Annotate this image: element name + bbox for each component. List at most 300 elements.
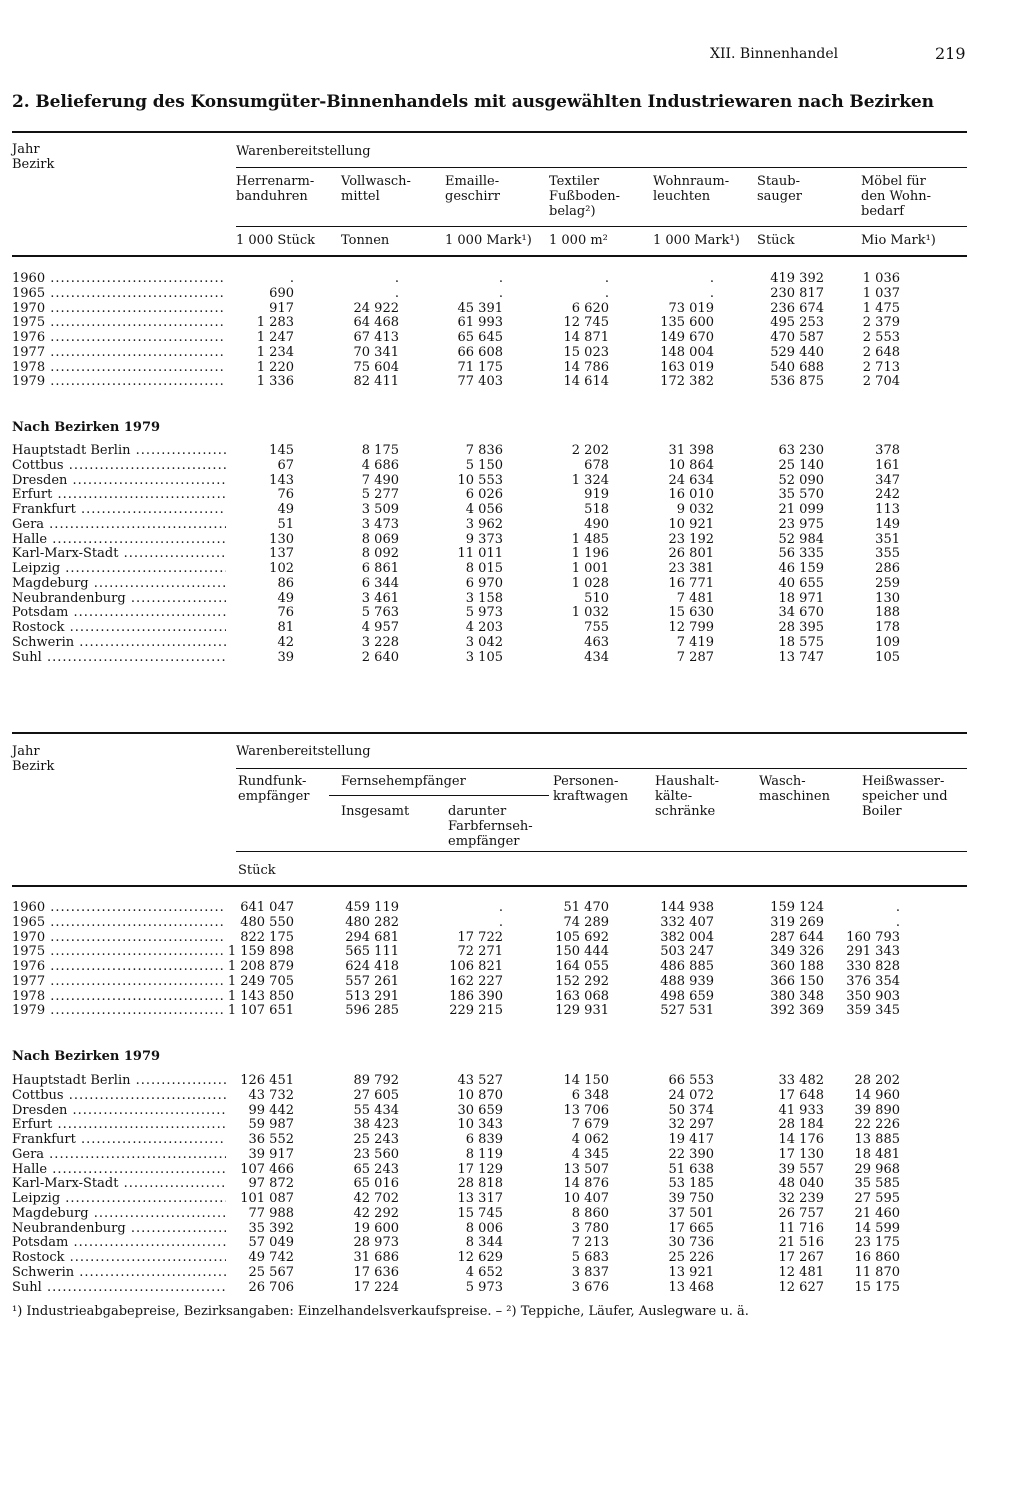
table-cell: 14 614 [563,374,609,390]
table-row [12,547,967,562]
table-cell: . [498,271,503,286]
group-header: Warenbereitstellung [236,144,371,159]
table-cell: 25 226 [668,1250,714,1265]
table-cell: 536 875 [770,374,824,390]
table-cell: 3 228 [361,634,399,650]
row-label: 1978 ..... [12,361,226,376]
table-cell: 17 129 [457,1161,503,1177]
table-cell: 480 550 [240,914,294,930]
unit-1: 1 000 Stück [236,233,316,248]
table-cell: 163 068 [555,988,609,1004]
table-cell: 2 553 [862,330,900,345]
table-cell: 35 392 [248,1220,294,1236]
table-row [12,361,967,376]
table-row [12,651,967,666]
table-cell: . [394,285,399,301]
table-cell: 163 019 [660,359,714,375]
table-row [12,444,967,459]
table-cell: 13 317 [457,1191,503,1206]
table-cell: 470 587 [770,330,824,345]
table-cell: 152 292 [555,973,609,989]
col-emaillegeschirr: Emaille- geschirr [445,174,500,204]
row-label: Cottbus ..... [12,459,226,474]
table-cell: 1 107 651 [227,1003,294,1019]
table-cell: 51 470 [563,900,609,915]
table-cell: 419 392 [770,271,824,286]
table-cell: 137 [269,546,294,562]
row-label: Dresden ..... [12,474,226,489]
col-pkw: Personen- kraftwagen [553,774,629,804]
row-label: Potsdam ..... [12,1236,226,1251]
table-cell: 26 706 [248,1279,294,1295]
table-cell: 188 [875,605,900,621]
table-cell: 13 747 [778,649,824,665]
table-cell: 22 226 [854,1117,900,1133]
table-cell: 35 570 [778,487,824,503]
table-cell: 9 032 [676,502,714,517]
table-cell: 392 369 [770,1003,824,1019]
table-1 [12,131,967,676]
table-cell: 12 481 [778,1264,824,1280]
table-cell: 1 032 [571,605,609,621]
table-cell: 2 379 [862,315,900,331]
row-label: Gera ..... [12,1148,226,1163]
table-cell: 13 885 [854,1132,900,1147]
table-cell: 15 175 [854,1279,900,1295]
table-cell: 10 921 [668,516,714,532]
table-cell: 46 159 [778,561,824,576]
table-cell: 8 006 [465,1220,503,1236]
table-cell: 376 354 [846,973,900,989]
unit-7: Mio Mark¹) [861,233,936,248]
table-cell: . [498,914,503,930]
row-label: Gera ..... [12,518,226,533]
table-cell: 5 763 [361,605,399,621]
table-cell: 76 [277,605,294,621]
table-cell: 12 745 [563,315,609,331]
table-cell: 18 971 [778,590,824,606]
table-cell: 65 645 [457,330,503,345]
table-cell: 42 702 [353,1191,399,1206]
table-cell: 67 413 [353,330,399,345]
table-cell: 186 390 [449,988,503,1004]
table-row [12,302,967,317]
table-cell: 4 957 [361,620,399,635]
table-cell: 52 090 [778,472,824,488]
district-rows [12,444,967,665]
row-label: Schwerin ..... [12,1266,226,1281]
row-label: Magdeburg ..... [12,577,226,592]
table-row [12,518,967,533]
table-cell: 129 931 [555,1003,609,1019]
table-cell: 10 870 [457,1087,503,1103]
table-cell: 43 527 [457,1073,503,1088]
row-label: Potsdam ..... [12,606,226,621]
table-cell: 4 203 [465,620,503,635]
table-cell: 1 143 850 [227,988,294,1004]
rule-group [236,167,967,168]
table-cell: 65 243 [353,1161,399,1177]
col-fussbodenbelag: Textiler Fußboden- belag²) [549,174,621,219]
col-vollwaschmittel: Vollwasch- mittel [341,174,411,204]
table-cell: 61 993 [457,315,503,331]
table-cell: 286 [875,561,900,576]
row-label: 1976 ..... [12,960,226,975]
table-cell: 1 249 705 [227,973,294,989]
table-cell: 17 665 [668,1220,714,1236]
row-label: Leipzig ..... [12,1192,226,1207]
table-cell: 14 876 [563,1176,609,1192]
table-cell: 107 466 [240,1161,294,1177]
table-cell: 1 324 [571,472,609,488]
table-cell: 105 [875,649,900,665]
table-row [12,606,967,621]
table-cell: 16 771 [668,575,714,591]
table-cell: 42 292 [353,1205,399,1221]
table-cell: 1 283 [256,315,294,331]
table-cell: 149 [875,516,900,532]
table-cell: 130 [269,531,294,547]
table-cell: 14 960 [854,1087,900,1103]
table-cell: 18 575 [778,634,824,650]
table-cell: 164 055 [555,959,609,974]
unit-5: 1 000 Mark¹) [653,233,740,248]
table-cell: 2 202 [571,443,609,458]
table-cell: 17 636 [353,1264,399,1280]
table-cell: 7 213 [571,1235,609,1251]
table-cell: 822 175 [240,929,294,945]
table-cell: 63 230 [778,443,824,458]
unit-2: Tonnen [341,233,390,248]
table-cell: 3 158 [465,590,503,606]
table-cell: 172 382 [660,374,714,390]
table-row [12,1118,967,1133]
table-row [12,592,967,607]
table-cell: 1 028 [571,575,609,591]
table-cell: 149 670 [660,330,714,345]
table-cell: . [498,285,503,301]
table-cell: 39 890 [854,1102,900,1118]
table-cell: 45 391 [457,300,503,316]
table-cell: 143 [269,472,294,488]
table-cell: 36 552 [248,1132,294,1147]
table-row [12,375,967,390]
table-cell: 529 440 [770,344,824,360]
row-label: Suhl ..... [12,651,226,666]
col-wohnraumleuchten: Wohnraum- leuchten [653,174,730,204]
row-label: 1979 ..... [12,375,226,390]
table-row [12,459,967,474]
table-cell: 178 [875,620,900,635]
table-cell: 23 975 [778,516,824,532]
table-cell: 4 062 [571,1132,609,1147]
table-cell: 57 049 [248,1235,294,1251]
table-cell: 1 196 [571,546,609,562]
table-cell: 16 860 [854,1250,900,1265]
table-cell: 527 531 [660,1003,714,1019]
table-cell: 102 [269,561,294,576]
table-cell: 26 801 [668,546,714,562]
row-label: Dresden ..... [12,1104,226,1119]
table-cell: 23 175 [854,1235,900,1251]
table-cell: 13 706 [563,1102,609,1118]
section-title: XII. Binnenhandel [710,46,839,62]
row-label: 1970 ..... [12,931,226,946]
table-cell: 159 124 [770,900,824,915]
table-cell: 27 595 [854,1191,900,1206]
table-cell: 106 821 [449,959,503,974]
table-cell: . [709,271,714,286]
years-rows [12,272,967,390]
subheading-bezirke: Nach Bezirken 1979 [12,420,161,435]
table-cell: 557 261 [345,973,399,989]
table-cell: 101 087 [240,1191,294,1206]
table-cell: 641 047 [240,900,294,915]
table-cell: 13 468 [668,1279,714,1295]
table-cell: . [604,271,609,286]
table-cell: 113 [875,502,900,517]
table-row [12,503,967,518]
table-cell: 490 [584,516,609,532]
table-cell: 41 933 [778,1102,824,1118]
table-cell: 18 481 [854,1146,900,1162]
rule-body [12,255,967,257]
table-cell: 7 679 [571,1117,609,1133]
row-label: Erfurt ..... [12,1118,226,1133]
row-label: Magdeburg ..... [12,1207,226,1222]
table-cell: 11 011 [457,546,503,562]
table-cell: 89 792 [353,1073,399,1088]
table-row [12,931,967,946]
table-cell: 5 973 [465,1279,503,1295]
table-row [12,488,967,503]
table-cell: 378 [875,443,900,458]
table-cell: 1 001 [571,561,609,576]
table-cell: 28 818 [457,1176,503,1192]
table-cell: 31 398 [668,443,714,458]
table-cell: 5 683 [571,1250,609,1265]
table-row [12,1163,967,1178]
table-cell: 77 403 [457,374,503,390]
table-row [12,1236,967,1251]
table-cell: 6 620 [571,300,609,316]
table-row [12,1104,967,1119]
subheading-bezirke: Nach Bezirken 1979 [12,1049,161,1064]
rule-top [12,131,967,133]
table-cell: 510 [584,590,609,606]
table-cell: 287 644 [770,929,824,945]
table-cell: 4 056 [465,502,503,517]
table-cell: 50 374 [668,1102,714,1118]
table-cell: . [498,900,503,915]
table-cell: 259 [875,575,900,591]
col-kaelteschraenke: Haushalt- kälte- schränke [655,774,720,819]
table-cell: 8 344 [465,1235,503,1251]
table-cell: . [895,900,900,915]
row-label: Halle ..... [12,1163,226,1178]
table-cell: 14 176 [778,1132,824,1147]
table-cell: . [394,271,399,286]
row-label: Hauptstadt Berlin ..... [12,1074,226,1089]
table-cell: 66 553 [668,1073,714,1088]
table-row [12,1207,967,1222]
table-cell: 21 099 [778,502,824,517]
table-cell: 2 640 [361,649,399,665]
table-cell: 67 [277,457,294,473]
table-cell: 109 [875,634,900,650]
table-row [12,287,967,302]
table-cell: 1 159 898 [227,944,294,960]
table-row [12,621,967,636]
table-cell: 65 016 [353,1176,399,1192]
table-cell: 39 750 [668,1191,714,1206]
table-cell: 13 921 [668,1264,714,1280]
table-cell: 25 567 [248,1264,294,1280]
table-cell: 1 234 [256,344,294,360]
row-label: 1977 ..... [12,346,226,361]
table-cell: 229 215 [449,1003,503,1019]
table-cell: 15 630 [668,605,714,621]
table-cell: 30 659 [457,1102,503,1118]
col-tv-farb: darunter Farbfernseh- empfänger [448,804,533,849]
table-row [12,316,967,331]
table-cell: 14 599 [854,1220,900,1236]
table-cell: 678 [584,457,609,473]
table-cell: 55 434 [353,1102,399,1118]
row-label: Rostock ..... [12,621,226,636]
table-cell: 1 247 [256,330,294,345]
table-cell: 2 648 [862,344,900,360]
table-cell: 4 345 [571,1146,609,1162]
table-cell: 332 407 [660,914,714,930]
rule-group [236,768,967,769]
row-label: 1977 ..... [12,975,226,990]
table-cell: 43 732 [248,1087,294,1103]
table-cell: 32 239 [778,1191,824,1206]
table-cell: 6 861 [361,561,399,576]
table-cell: 236 674 [770,300,824,316]
table-cell: 59 987 [248,1117,294,1133]
table-cell: 10 407 [563,1191,609,1206]
district-rows [12,1074,967,1295]
unit-6: Stück [757,233,795,248]
row-label: Karl-Marx-Stadt ..... [12,1177,226,1192]
row-label: 1975 ..... [12,945,226,960]
table-cell: 19 600 [353,1220,399,1236]
table-row [12,1251,967,1266]
table-row [12,1148,967,1163]
table-cell: 17 224 [353,1279,399,1295]
table-2 [12,732,967,1295]
table-cell: 565 111 [345,944,399,960]
row-label: 1978 ..... [12,990,226,1005]
table-cell: 8 175 [361,443,399,458]
table-cell: 480 282 [345,914,399,930]
table-cell: 17 267 [778,1250,824,1265]
table-cell: 919 [584,487,609,503]
row-label: Schwerin ..... [12,636,226,651]
table-cell: 488 939 [660,973,714,989]
table-cell: 3 780 [571,1220,609,1236]
table-cell: . [289,271,294,286]
table-cell: 596 285 [345,1003,399,1019]
table-cell: 28 973 [353,1235,399,1251]
table-cell: . [895,914,900,930]
table-cell: 15 745 [457,1205,503,1221]
row-label: Karl-Marx-Stadt ..... [12,547,226,562]
col-staubsauger: Staub- sauger [757,174,803,204]
table-row [12,577,967,592]
table-cell: 12 627 [778,1279,824,1295]
table-cell: 2 713 [862,359,900,375]
table-cell: 5 973 [465,605,503,621]
table-row [12,1266,967,1281]
row-label: 1965 ..... [12,287,226,302]
table-cell: 540 688 [770,359,824,375]
stub-header: Jahr Bezirk [12,744,55,774]
table-cell: 6 839 [465,1132,503,1147]
table-cell: 73 019 [668,300,714,316]
table-cell: 56 335 [778,546,824,562]
table-cell: 21 460 [854,1205,900,1221]
table-cell: 82 411 [353,374,399,390]
table-cell: 74 289 [563,914,609,930]
table-cell: 3 962 [465,516,503,532]
row-label: 1965 ..... [12,916,226,931]
row-label: 1979 ..... [12,1004,226,1019]
table-cell: 25 140 [778,457,824,473]
table-cell: 12 799 [668,620,714,635]
table-cell: 6 344 [361,575,399,591]
table-cell: 463 [584,634,609,650]
table-cell: 148 004 [660,344,714,360]
table-cell: 66 608 [457,344,503,360]
table-row [12,1222,967,1237]
col-fernsehempfaenger: Fernsehempfänger [341,774,466,789]
table-cell: 498 659 [660,988,714,1004]
row-label: Neubrandenburg ..... [12,1222,226,1237]
group-header: Warenbereitstellung [236,744,371,759]
table-row [12,945,967,960]
table-cell: . [604,285,609,301]
table-cell: 17 130 [778,1146,824,1162]
table-cell: 42 [277,634,294,650]
table-row [12,1074,967,1089]
table-cell: 755 [584,620,609,635]
table-cell: 355 [875,546,900,562]
table-cell: 22 390 [668,1146,714,1162]
table-cell: 294 681 [345,929,399,945]
footnote: ¹) Industrieabgabepreise, Bezirksangaben: Einzelhandelsverkaufspreise. – ²) Teppiche, Läufer, Auslegware u. ä. [12,1304,749,1319]
table-cell: 49 [277,590,294,606]
table-row [12,636,967,651]
table-row [12,562,967,577]
table-cell: 7 490 [361,472,399,488]
table-cell: 347 [875,472,900,488]
table-row [12,1133,967,1148]
table-cell: 3 461 [361,590,399,606]
table-cell: 161 [875,457,900,473]
table-cell: 97 872 [248,1176,294,1192]
table-cell: 34 670 [778,605,824,621]
row-label: 1960 ..... [12,272,226,287]
stub-header: Jahr Bezirk [12,142,55,172]
running-header [0,44,1024,68]
table-cell: 37 501 [668,1205,714,1221]
table-cell: 40 655 [778,575,824,591]
row-label: Erfurt ..... [12,488,226,503]
table-cell: 24 072 [668,1087,714,1103]
